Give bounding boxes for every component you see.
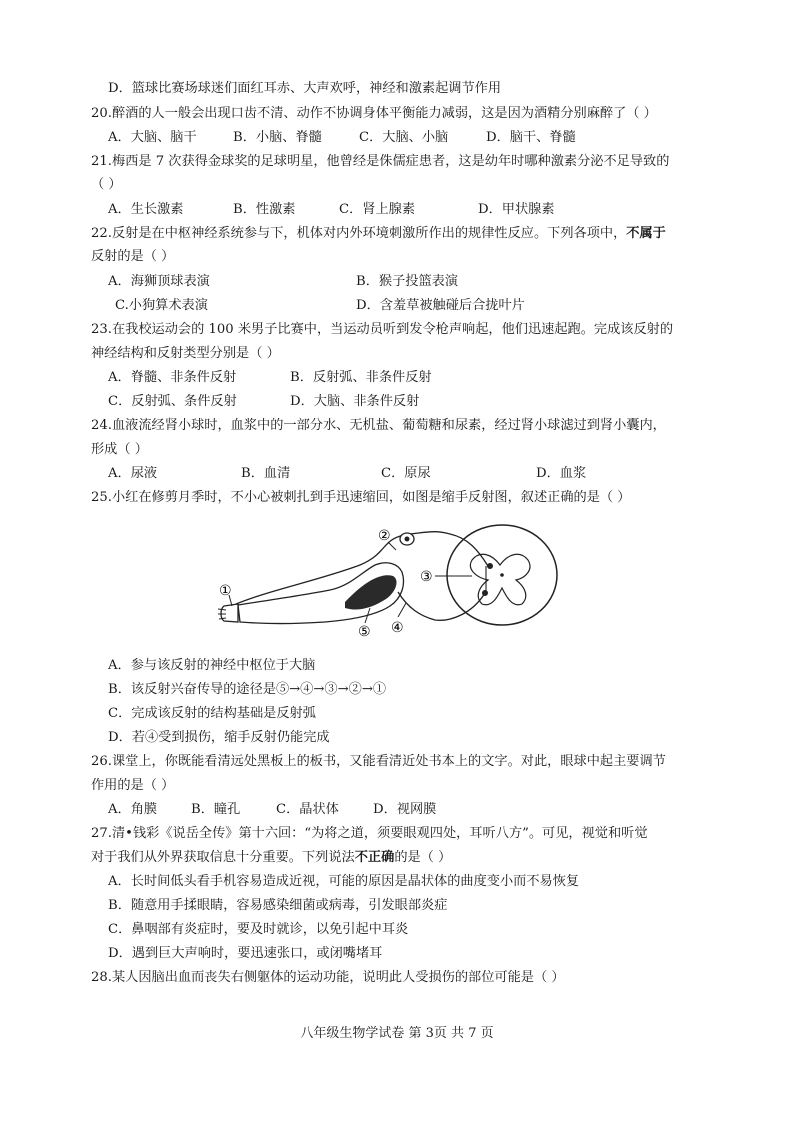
q22-option-a: A．海狮顶球表演 xyxy=(108,274,210,289)
q28-stem: 28.某人因脑出血而丧失右侧躯体的运动功能，说明此人受损伤的部位可能是（ ） xyxy=(91,970,565,985)
q25-option-b: B．该反射兴奋传导的途径是⑤→④→③→②→① xyxy=(108,682,387,697)
figure-label-5: ⑤ xyxy=(358,624,371,640)
q20-option-a: A．大脑、脑干 xyxy=(108,130,197,145)
q24-option-b: B．血清 xyxy=(241,466,291,481)
q25-option-d: D．若④受到损伤，缩手反射仍能完成 xyxy=(108,730,330,745)
figure-label-1: ① xyxy=(219,583,232,599)
q22-option-d: D．含羞草被触碰后合拢叶片 xyxy=(356,298,525,313)
q20-option-b: B．小脑、脊髓 xyxy=(233,130,322,145)
q27-stem-line2 xyxy=(91,848,451,868)
q22-stem-line2: 反射的是（ ） xyxy=(91,249,175,264)
q26-option-a: A．角膜 xyxy=(108,802,158,817)
q25-stem: 25.小红在修剪月季时，不小心被刺扎到手迅速缩回，如图是缩手反射图，叙述正确的是（ ） xyxy=(91,490,631,505)
q26-option-b: B．瞳孔 xyxy=(191,802,241,817)
q25-option-a: A．参与该反射的神经中枢位于大脑 xyxy=(108,658,316,673)
q23-option-a: A．脊髓、非条件反射 xyxy=(108,370,237,385)
q27-option-b: B．随意用手揉眼睛，容易感染细菌或病毒，引发眼部炎症 xyxy=(108,898,448,913)
q23-stem-line2: 神经结构和反射类型分别是（ ） xyxy=(91,346,280,361)
q22-option-c: C.小狗算术表演 xyxy=(115,298,208,313)
q23-stem: 23.在我校运动会的 100 米男子比赛中，当运动员听到发令枪声响起，他们迅速起跑。完成该反射的 xyxy=(91,322,674,337)
q26-option-c: C．晶状体 xyxy=(276,802,339,817)
q23-option-c: C．反射弧、条件反射 xyxy=(108,394,237,409)
q24-option-a: A．尿液 xyxy=(108,466,158,481)
hand-outline xyxy=(221,604,238,622)
q25-option-c: C．完成该反射的结构基础是反射弧 xyxy=(108,706,316,721)
q21-stem-bracket: （ ） xyxy=(91,177,122,192)
q27-option-a: A．长时间低头看手机容易造成近视，可能的原因是晶状体的曲度变小而不易恢复 xyxy=(108,874,580,889)
figure-label-2: ② xyxy=(378,528,391,544)
q22-stem xyxy=(91,224,666,244)
q26-option-d: D．视网膜 xyxy=(373,802,437,817)
q23-option-b: B．反射弧、非条件反射 xyxy=(290,370,432,385)
q24-stem-line2: 形成（ ） xyxy=(91,442,148,457)
q27-stem-text-a: 对于我们从外界获取信息十分重要。下列说法 xyxy=(91,850,355,865)
q22-option-b: B．猴子投篮表演 xyxy=(356,274,459,289)
q21-option-c: C．肾上腺素 xyxy=(339,202,416,217)
q19-option-d: D．篮球比赛场球迷们面红耳赤、大声欢呼，神经和激素起调节作用 xyxy=(108,81,502,96)
reflex-arc-figure xyxy=(210,520,570,650)
q27-stem-bold: 不正确 xyxy=(354,850,395,865)
q26-stem-line2: 作用的是（ ） xyxy=(91,778,175,793)
q27-option-c: C．鼻咽部有炎症时，要及时就诊，以免引起中耳炎 xyxy=(108,922,409,937)
q20-option-d: D．脑干、脊髓 xyxy=(486,130,576,145)
q26-stem: 26.课堂上，你既能看清远处黑板上的板书，又能看清近处书本上的文字。对此，眼球中起主要调节 xyxy=(91,754,666,769)
figure-label-4: ④ xyxy=(391,620,404,636)
q22-stem-text: 22.反射是在中枢神经系统参与下，机体对内外环境刺激所作出的规律性反应。下列各项中， xyxy=(91,226,627,241)
q27-stem: 27.清•钱彩《说岳全传》第十六回：“为将之道，须要眼观四处，耳听八方”。可见，视觉和听觉 xyxy=(91,826,648,841)
page-footer: 八年级生物学试卷 第 3页 共 7 页 xyxy=(300,1026,494,1041)
q24-option-c: C．原尿 xyxy=(381,466,431,481)
q21-option-b: B．性激素 xyxy=(233,202,296,217)
q21-option-a: A．生长激素 xyxy=(108,202,184,217)
q22-stem-bold: 不属于 xyxy=(626,226,666,241)
q24-option-d: D．血浆 xyxy=(536,466,587,481)
q20-stem: 20.醉酒的人一般会出现口齿不清、动作不协调身体平衡能力减弱，这是因为酒精分别麻醉了（ ） xyxy=(91,106,657,121)
figure-label-3: ③ xyxy=(420,569,433,585)
q27-stem-text-b: 的是（ ） xyxy=(394,850,452,865)
q21-stem: 21.梅西是 7 次获得金球奖的足球明星，他曾经是侏儒症患者，这是幼年时哪种激素分泌不足导致的 xyxy=(91,154,670,169)
q20-option-c: C．大脑、小脑 xyxy=(359,130,449,145)
q27-option-d: D．遇到巨大声响时，要迅速张口，或闭嘴堵耳 xyxy=(108,946,383,961)
q23-option-d: D．大脑、非条件反射 xyxy=(290,394,420,409)
q24-stem: 24.血液流经肾小球时，血浆中的一部分水、无机盐、葡萄糖和尿素，经过肾小球滤过到肾小囊内， xyxy=(91,418,666,433)
q21-option-d: D．甲状腺素 xyxy=(478,202,555,217)
